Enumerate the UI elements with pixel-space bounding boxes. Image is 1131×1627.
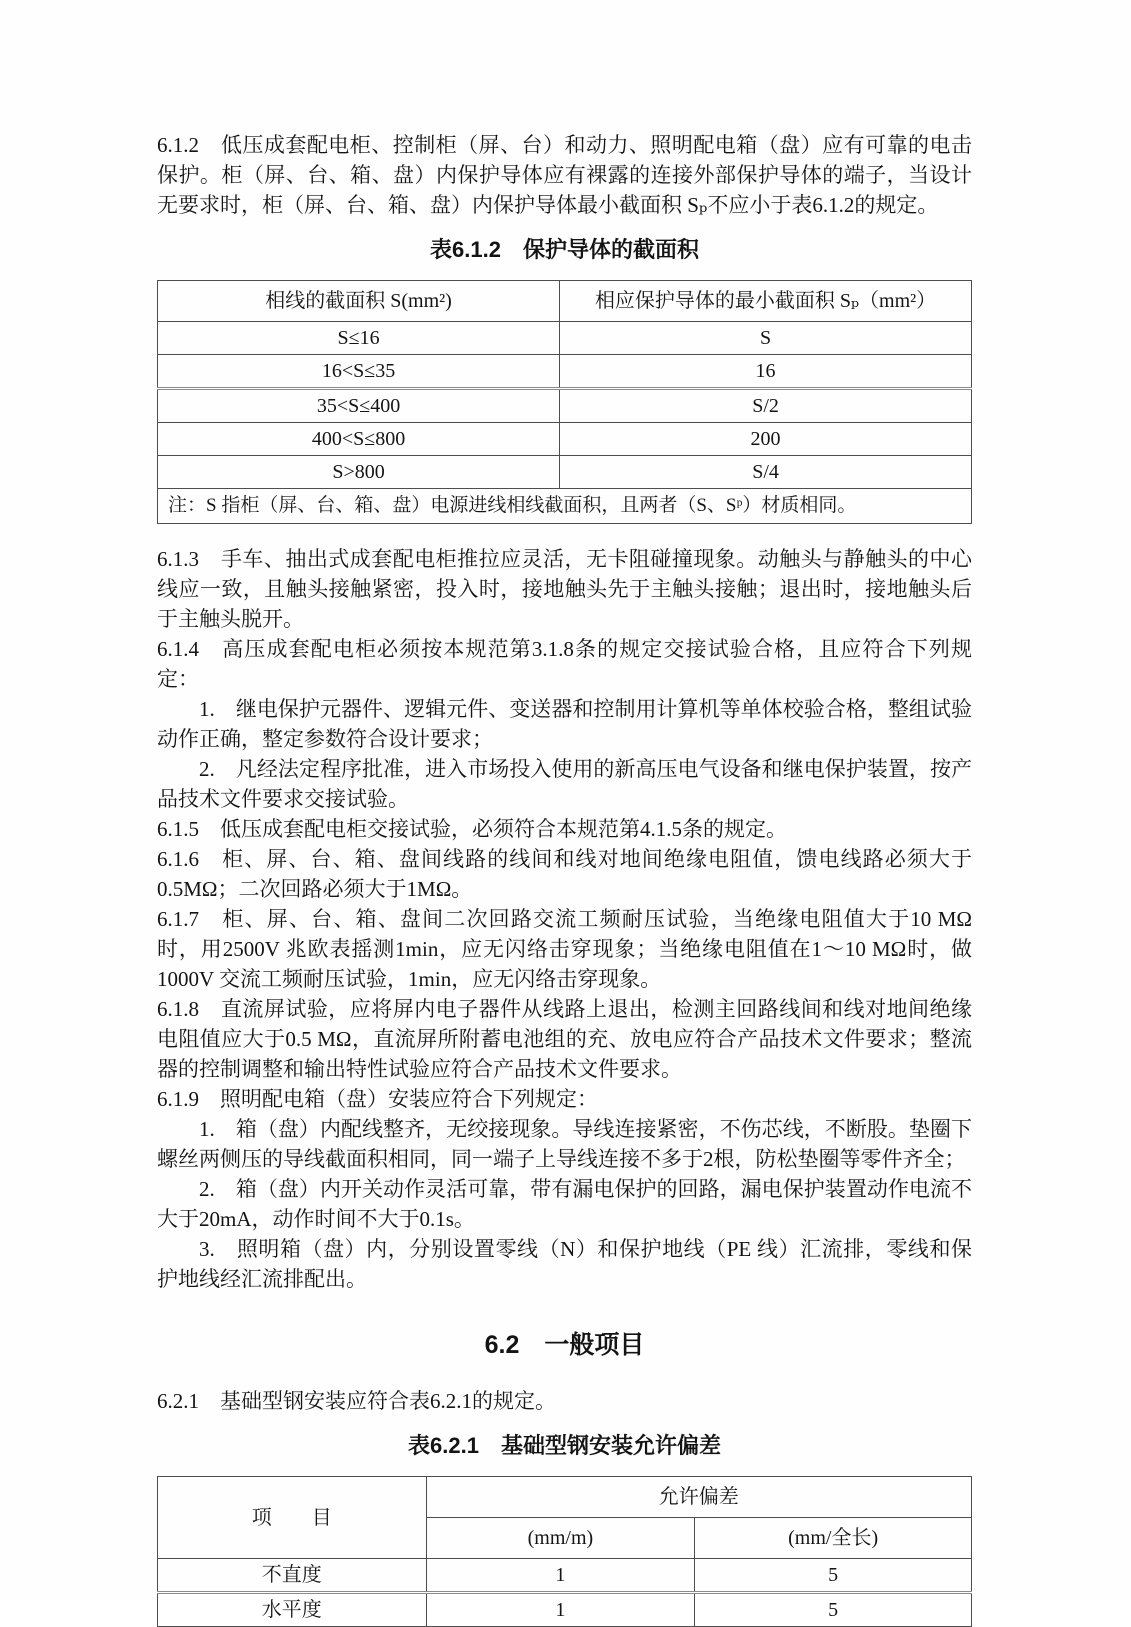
table-row [158, 456, 972, 489]
para-6-1-3: 6.1.3 手车、抽出式成套配电柜推拉应灵活，无卡阻碰撞现象。动触头与静触头的中心线应一致，且触头接触紧密，投入时，接地触头先于主触头接触；退出时，接地触头后于主触头脱开。 [157, 547, 972, 631]
table-row [158, 1593, 972, 1627]
deviation-full-length-cell: 5 [695, 1559, 972, 1593]
table-6-2-1-title: 表6.2.1 基础型钢安装允许偏差 [408, 1433, 721, 1458]
para-6-1-9: 6.1.9 照明配电箱（盘）安装应符合下列规定： [157, 1087, 598, 1111]
list-item-6-1-9-2: 2. 箱（盘）内开关动作灵活可靠，带有漏电保护的回路，漏电保护装置动作电流不大于20mA，动作时间不大于0.1s。 [157, 1177, 972, 1231]
section-6-2-heading: 6.2 一般项目 [484, 1331, 645, 1359]
table-6-1-2 [157, 280, 972, 524]
protective-size-cell: S/4 [560, 456, 972, 489]
phase-size-cell: 16<S≤35 [158, 355, 560, 389]
para-6-1-4: 6.1.4 高压成套配电柜必须按本规范第3.1.8条的规定交接试验合格，且应符合下列规定： [157, 637, 972, 691]
list-item-6-1-4-1: 1. 继电保护元器件、逻辑元件、变送器和控制用计算机等单体校验合格，整组试验动作正确，整定参数符合设计要求； [157, 697, 972, 751]
list-item-6-1-9-1: 1. 箱（盘）内配线整齐，无绞接现象。导线连接紧密，不伤芯线，不断股。垫圈下螺丝两侧压的导线截面积相同，同一端子上导线连接不多于2根，防松垫圈等零件齐全； [157, 1117, 972, 1171]
item-cell: 不直度 [158, 1559, 427, 1593]
table-6-2-1-header-row-1 [158, 1477, 972, 1518]
deviation-per-m-cell: 1 [426, 1559, 695, 1593]
table-row [158, 322, 972, 355]
unit-mm-per-m-header: (mm/m) [426, 1518, 695, 1559]
para-6-1-7: 6.1.7 柜、屏、台、箱、盘间二次回路交流工频耐压试验，当绝缘电阻值大于10 MΩ时，用2500V 兆欧表摇测1min，应无闪络击穿现象；当绝缘电阻值在1～10 MΩ时，做1000V 交流工频耐压试验，1min，应无闪络击穿现象。 [157, 907, 972, 991]
list-item-6-1-4-2: 2. 凡经法定程序批准，进入市场投入使用的新高压电气设备和继电保护装置，按产品技术文件要求交接试验。 [157, 757, 972, 811]
table-6-1-2-header-row [158, 281, 972, 322]
section-6-1-paragraphs [157, 544, 972, 1294]
phase-size-cell: S>800 [158, 456, 560, 489]
protective-size-cell: 200 [560, 423, 972, 456]
protective-size-cell: 16 [560, 355, 972, 389]
table-6-2-1 [157, 1476, 972, 1627]
protective-size-cell: S [560, 322, 972, 355]
para-6-1-6: 6.1.6 柜、屏、台、箱、盘间线路的线间和线对地间绝缘电阻值，馈电线路必须大于0.5MΩ；二次回路必须大于1MΩ。 [157, 847, 972, 901]
item-cell: 水平度 [158, 1593, 427, 1627]
phase-size-cell: 35<S≤400 [158, 389, 560, 423]
allowed-deviation-header: 允许偏差 [426, 1477, 971, 1518]
list-item-6-1-9-3: 3. 照明箱（盘）内，分别设置零线（N）和保护地线（PE 线）汇流排，零线和保护地线经汇流排配出。 [157, 1237, 972, 1291]
table-6-1-2-title: 表6.1.2 保护导体的截面积 [430, 237, 699, 262]
table-row [158, 1559, 972, 1593]
para-6-1-2: 6.1.2 低压成套配电柜、控制柜（屏、台）和动力、照明配电箱（盘）应有可靠的电击保护。柜（屏、台、箱、盘）内保护导体应有裸露的连接外部保护导体的端子，当设计无要求时，柜（屏、台、箱、盘）内保护导体最小截面积 Sₚ不应小于表6.1.2的规定。 [157, 133, 972, 217]
phase-conductor-header: 相线的截面积 S(mm²) [158, 281, 560, 322]
deviation-per-m-cell: 1 [426, 1593, 695, 1627]
table-note-row [158, 489, 972, 524]
phase-size-cell: S≤16 [158, 322, 560, 355]
para-6-2-1: 6.2.1 基础型钢安装应符合表6.2.1的规定。 [157, 1389, 556, 1413]
para-6-1-5: 6.1.5 低压成套配电柜交接试验，必须符合本规范第4.1.5条的规定。 [157, 817, 787, 841]
table-note: 注：S 指柜（屏、台、箱、盘）电源进线相线截面积，且两者（S、Sᵖ）材质相同。 [158, 489, 972, 524]
deviation-full-length-cell: 5 [695, 1593, 972, 1627]
phase-size-cell: 400<S≤800 [158, 423, 560, 456]
protective-conductor-header: 相应保护导体的最小截面积 Sₚ（mm²） [560, 281, 972, 322]
para-6-1-8: 6.1.8 直流屏试验，应将屏内电子器件从线路上退出，检测主回路线间和线对地间绝缘电阻值应大于0.5 MΩ，直流屏所附蓄电池组的充、放电应符合产品技术文件要求；整流器的控制调整和输出特性试验应符合产品技术文件要求。 [157, 997, 972, 1081]
item-column-header: 项 目 [158, 1477, 427, 1559]
table-row [158, 423, 972, 456]
table-row [158, 389, 972, 423]
protective-size-cell: S/2 [560, 389, 972, 423]
table-row [158, 355, 972, 389]
unit-mm-full-length-header: (mm/全长) [695, 1518, 972, 1559]
